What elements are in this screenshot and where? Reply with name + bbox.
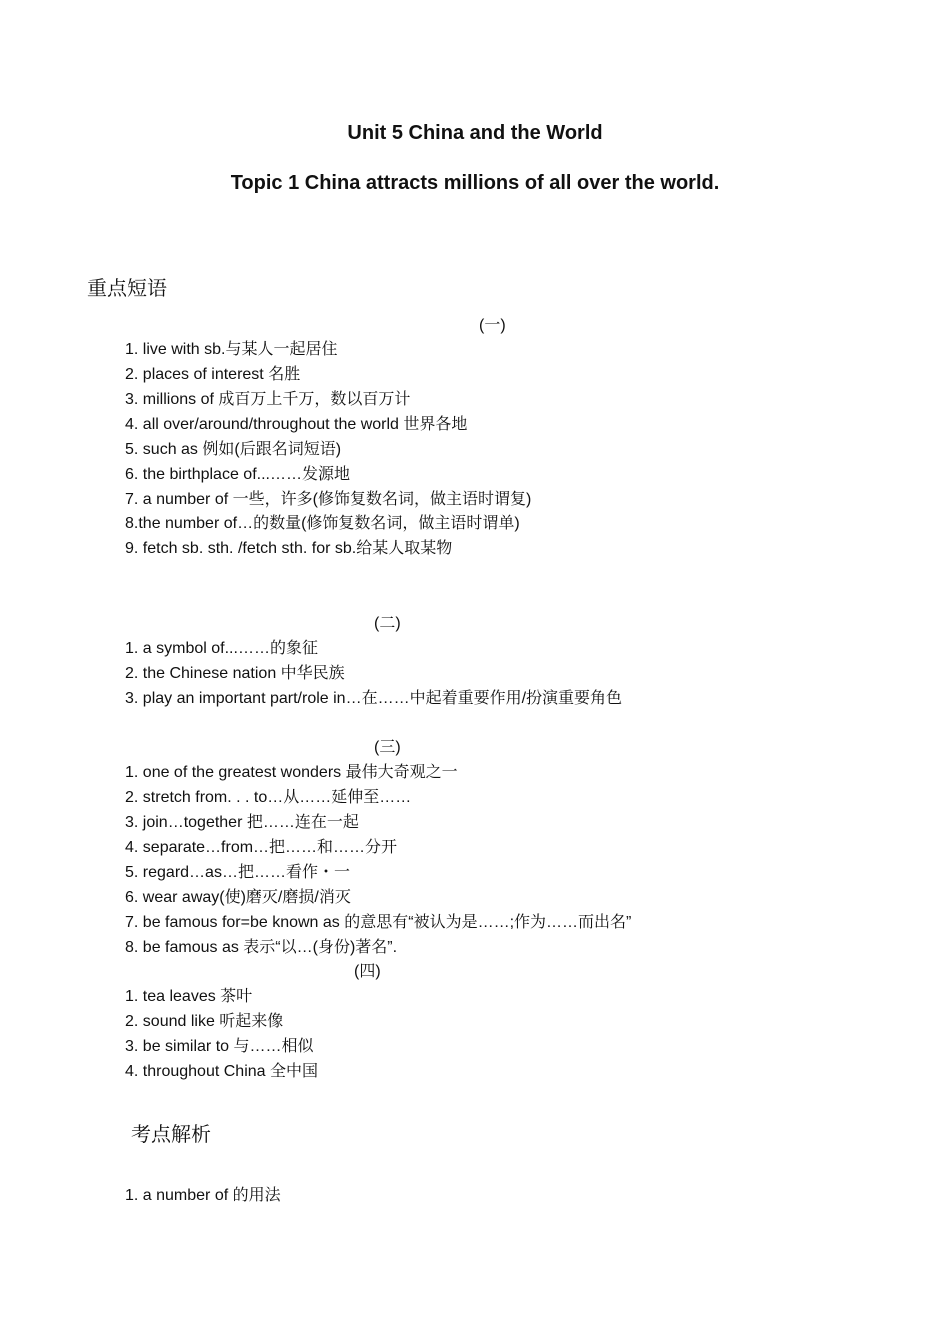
group-label-1: (一) — [479, 317, 506, 334]
list-item: 3. be similar to 与……相似 — [125, 1038, 314, 1055]
list-item: 2. sound like 听起来像 — [125, 1013, 284, 1030]
topic-title: Topic 1 China attracts millions of all over the world. — [230, 172, 720, 194]
list-item: 1. live with sb.与某人一起居住 — [125, 341, 338, 358]
list-item: 3. join…together 把……连在一起 — [125, 814, 359, 831]
unit-title: Unit 5 China and the World — [347, 122, 603, 144]
analysis-item: 1. a number of 的用法 — [125, 1187, 281, 1204]
list-item: 3. millions of 成百万上千万，数以百万计 — [125, 391, 411, 408]
list-item: 4. separate…from…把……和……分开 — [125, 839, 398, 856]
list-item: 4. all over/around/throughout the world 世界各地 — [125, 416, 468, 433]
list-item: 7. be famous for=be known as 的意思有“被认为是……;作为……而出名” — [125, 914, 632, 931]
list-item: 1. a symbol of...……的象征 — [125, 640, 318, 657]
list-item: 4. throughout China 全中国 — [125, 1063, 318, 1080]
list-item: 3. play an important part/role in…在……中起着重要作用/扮演重要角色 — [125, 690, 623, 707]
list-item: 2. stretch from. . . to…从……延伸至…… — [125, 789, 412, 806]
group-label-3: (三) — [374, 739, 401, 756]
list-item: 5. regard…as…把……看作・一 — [125, 864, 350, 881]
list-item: 6. the birthplace of...……发源地 — [125, 466, 350, 483]
list-item: 6. wear away(使)磨灭/磨损/消灭 — [125, 889, 351, 906]
key-phrases-heading: 重点短语 — [87, 276, 167, 300]
list-item: 2. places of interest 名胜 — [125, 366, 301, 383]
list-item: 9. fetch sb. sth. /fetch sth. for sb.给某人取某物 — [125, 540, 453, 557]
list-item: 1. one of the greatest wonders 最伟大奇观之一 — [125, 764, 458, 781]
list-item: 8. be famous as 表示“以…(身份)著名”. — [125, 939, 398, 956]
list-item: 7. a number of 一些，许多(修饰复数名词，做主语时谓复) — [125, 491, 532, 508]
list-item: 5. such as 例如(后跟名词短语) — [125, 441, 342, 458]
group-label-2: (二) — [374, 615, 401, 632]
analysis-heading: 考点解析 — [131, 1122, 211, 1146]
list-item: 1. tea leaves 茶叶 — [125, 988, 253, 1005]
group-label-4: (四) — [354, 963, 381, 980]
list-item: 8.the number of…的数量(修饰复数名词，做主语时谓单) — [125, 515, 520, 532]
list-item: 2. the Chinese nation 中华民族 — [125, 665, 345, 682]
